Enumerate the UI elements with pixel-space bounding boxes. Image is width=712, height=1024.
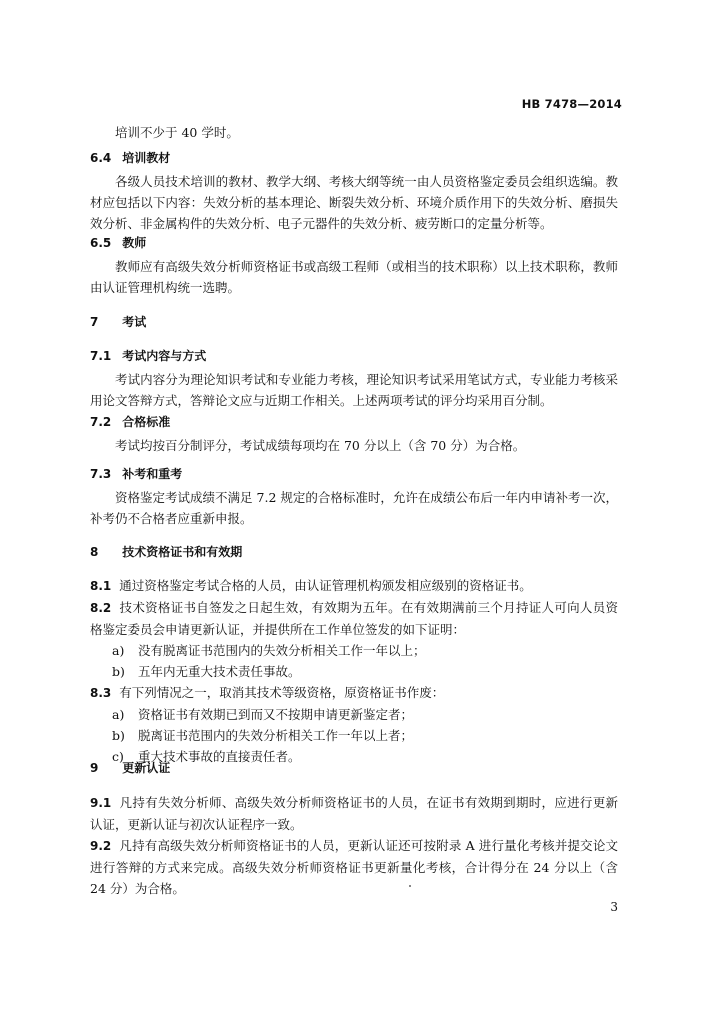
list-marker: b) <box>112 664 125 679</box>
section-heading <box>90 148 618 168</box>
section-heading <box>90 346 618 366</box>
section-title: 考试内容与方式 <box>122 349 207 363</box>
clause-9-1 <box>90 792 618 835</box>
chapter-heading <box>90 758 618 778</box>
clause-9-2 <box>90 835 618 899</box>
list-marker: a) <box>112 707 125 722</box>
section-number: 7.1 <box>90 349 112 363</box>
section-6-5 <box>90 233 618 298</box>
section-title: 教师 <box>122 236 147 250</box>
section-paragraph: 考试均按百分制评分，考试成绩每项均在 70 分以上（含 70 分）为合格。 <box>115 438 526 453</box>
clause-text: 技术资格证书自签发之日起生效，有效期为五年。在有效期满前三个月持证人可向人员资格鉴定委员会申请更新认证，并提供所在工作单位签发的如下证明： <box>90 600 618 637</box>
clause-number: 8.2 <box>90 601 112 615</box>
section-number: 7.3 <box>90 467 112 481</box>
list-item-text: 没有脱离证书范围内的失效分析相关工作一年以上； <box>138 643 426 658</box>
clause-number: 8.3 <box>90 686 112 700</box>
page-number: 3 <box>610 900 618 914</box>
chapter-9 <box>90 758 618 778</box>
list-item-text: 五年内无重大技术责任事故。 <box>138 664 301 679</box>
clause-text: 凡持有失效分析师、高级失效分析师资格证书的人员，在证书有效期到期时，应进行更新认证，更新认证与初次认证程序一致。 <box>90 795 618 832</box>
section-title: 合格标准 <box>122 415 171 429</box>
section-heading <box>90 412 618 432</box>
continuation-block <box>90 122 618 143</box>
chapter-number: 8 <box>90 545 99 559</box>
list-marker: b) <box>112 728 125 743</box>
chapter-title: 更新认证 <box>122 761 171 775</box>
chapter-9-body <box>90 792 618 899</box>
list-marker: a) <box>112 643 125 658</box>
section-paragraph: 资格鉴定考试成绩不满足 7.2 规定的合格标准时，允许在成绩公布后一年内申请补考一次，补考仍不合格者应重新申报。 <box>90 490 618 526</box>
chapter-8-body <box>90 575 618 767</box>
list-marker: c) <box>112 749 124 764</box>
list-item <box>90 725 618 746</box>
clause-number: 9.1 <box>90 796 112 810</box>
clause-number: 8.1 <box>90 579 112 593</box>
section-heading <box>90 464 618 484</box>
section-title: 培训教材 <box>122 151 171 165</box>
chapter-7 <box>90 312 618 332</box>
list-item-text: 脱离证书范围内的失效分析相关工作一年以上者； <box>138 728 414 743</box>
section-paragraph: 教师应有高级失效分析师资格证书或高级工程师（或相当的技术职称）以上技术职称，教师由认证管理机构统一选聘。 <box>90 259 618 295</box>
clause-8-1 <box>90 575 618 597</box>
clause-text: 凡持有高级失效分析师资格证书的人员，更新认证还可按附录 A 进行量化考核并提交论文进行答辩的方式来完成。高级失效分析师资格证书更新量化考核，合计得分在 24 分以上（含 24 分）为合格。 <box>90 838 618 896</box>
list-item-text: 资格证书有效期已到而又不按期申请更新鉴定者； <box>138 707 414 722</box>
list-item <box>90 704 618 725</box>
chapter-8 <box>90 542 618 562</box>
clause-text: 有下列情况之一，取消其技术等级资格，原资格证书作废： <box>119 685 445 700</box>
section-title: 补考和重考 <box>122 467 183 481</box>
clause-8-2 <box>90 597 618 640</box>
clause-number: 9.2 <box>90 839 112 853</box>
continuation-paragraph: 培训不少于 40 学时。 <box>115 125 239 140</box>
section-paragraph: 考试内容分为理论知识考试和专业能力考核，理论知识考试采用笔试方式，专业能力考核采用论文答辩方式，答辩论文应与近期工作相关。上述两项考试的评分均采用百分制。 <box>90 372 618 408</box>
section-7-1 <box>90 346 618 411</box>
clause-8-3 <box>90 682 618 704</box>
section-7-3 <box>90 464 618 529</box>
chapter-title: 考试 <box>122 315 147 329</box>
list-item <box>90 661 618 682</box>
standard-code-header: HB 7478—2014 <box>521 97 622 111</box>
section-heading <box>90 233 618 253</box>
list-item-text: 重大技术事故的直接责任者。 <box>138 749 301 764</box>
section-number: 7.2 <box>90 415 112 429</box>
chapter-title: 技术资格证书和有效期 <box>122 545 243 559</box>
section-number: 6.4 <box>90 151 112 165</box>
list-item <box>90 640 618 661</box>
section-paragraph: 各级人员技术培训的教材、教学大纲、考核大纲等统一由人员资格鉴定委员会组织选编。教材应包括以下内容：失效分析的基本理论、断裂失效分析、环境介质作用下的失效分析、磨损失效分析、非金属构件的失效分析、电子元器件的失效分析、疲劳断口的定量分析等。 <box>90 174 618 231</box>
chapter-number: 7 <box>90 315 99 329</box>
section-7-2 <box>90 412 618 456</box>
chapter-number: 9 <box>90 761 99 775</box>
section-6-4 <box>90 148 618 234</box>
section-number: 6.5 <box>90 236 112 250</box>
scan-speck <box>409 885 411 887</box>
clause-text: 通过资格鉴定考试合格的人员，由认证管理机构颁发相应级别的资格证书。 <box>119 578 532 593</box>
chapter-heading <box>90 542 618 562</box>
chapter-heading <box>90 312 618 332</box>
